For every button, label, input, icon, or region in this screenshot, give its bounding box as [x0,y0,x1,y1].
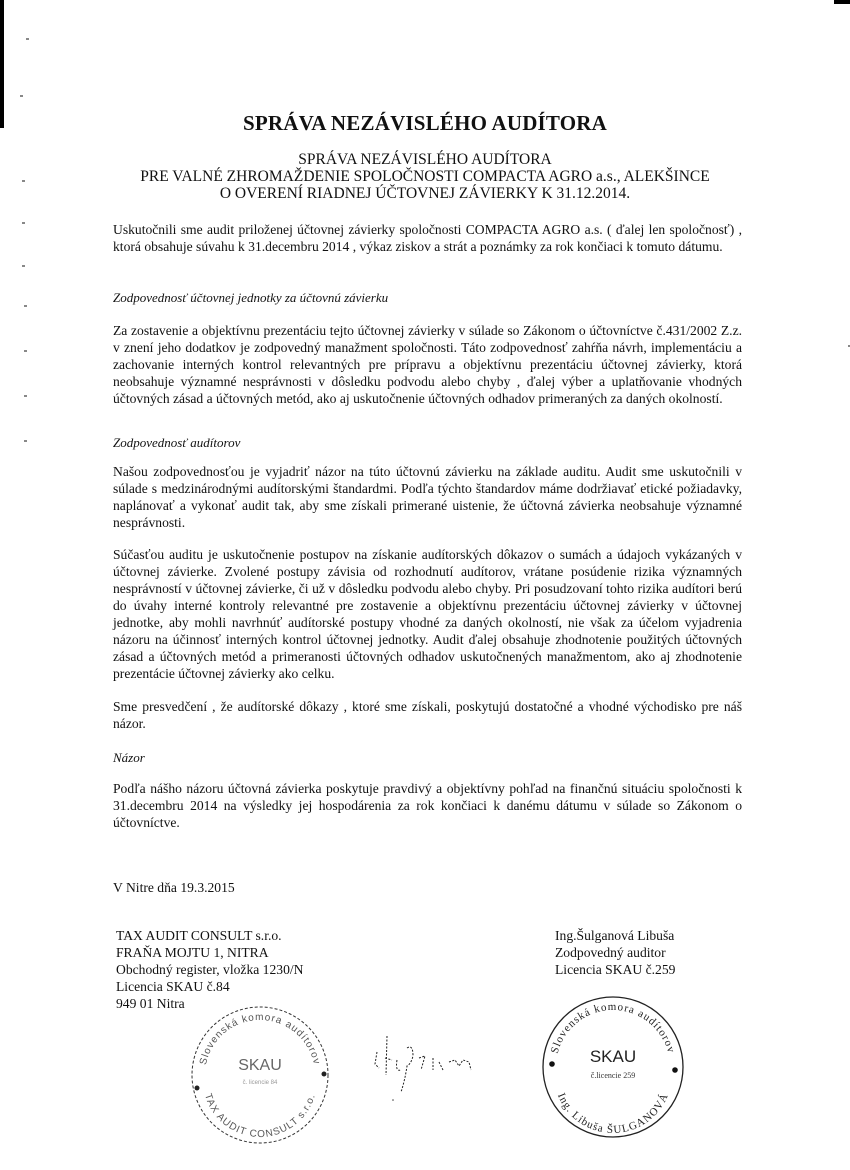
stamp-top-arc: Slovenská komora audítorov [197,1012,322,1066]
audit-evidence-paragraph: Sme presvedčení , že audítorské dôkazy , ktoré sme získali, poskytujú dostatočné a vhodné východisko pre náš názor. [113,699,742,731]
scan-speck [24,395,27,397]
auditor-role: Zodpovedný auditor [555,945,666,960]
intro-paragraph: Uskutočnili sme audit priloženej účtovnej závierky spoločnosti COMPACTA AGRO a.s. ( ďalej len spoločnosť) , ktorá obsahuje súvahu k 31.decembru 2014 , výkaz ziskov a strát a poznámky za rok končiaci k tomuto dátumu. [113,222,742,254]
firm-register: Obchodný register, vložka 1230/N [116,962,304,977]
place-and-date: V Nitre dňa 19.3.2015 [113,880,235,895]
subtitle-line: SPRÁVA NEZÁVISLÉHO AUDÍTORA [298,151,552,168]
scan-speck [24,305,27,307]
auditor-license: Licencia SKAU č.259 [555,962,676,977]
stamp-center-text: SKAU [589,1047,637,1066]
auditor-stamp-icon [538,992,688,1142]
section-heading-opinion: Názor [113,750,145,765]
audit-procedures-paragraph: Súčasťou auditu je uskutočnenie postupov na získanie audítorských dôkazov o sumách a údajoch vykázaných v účtovnej závierke. Zvolené postupy závisia od rozhodnutí audítorov, vrátane posúdenie rizika významných nesprávností v účtovnej závierke, či už v dôsledku podvodu alebo chyby. Pri posudzovaní tohto rizika audítori berú do úvahy interné kontroly relevantné pre zostavenie a objektívnu prezentáciu účtovnej závierky v účtovnej jednotke, aby mohli navrhnúť audítorské postupy vhodné za daných okolností, nie však za účelom vyjadrenia názoru na účinnosť interných kontrol účtovnej jednotky. Audit ďalej obsahuje zhodnotenie použitých účtovných zásad a účtovných metód a primeranosti účtovných odhadov uskutočnených manažmentom, ako aj zhodnotenie prezentácie účtovnej závierky ako celku. [113,547,742,681]
subtitle-line: PRE VALNÉ ZHROMAŽDENIE SPOLOČNOSTI COMPACTA AGRO a.s., ALEKŠINCE [140,168,710,185]
stamp-center-text: SKAU [238,1057,282,1074]
scan-speck [26,38,29,40]
firm-name: TAX AUDIT CONSULT s.r.o. [116,928,282,943]
firm-city: 949 01 Nitra [116,996,185,1011]
stamp-bottom-arc: TAX AUDIT CONSULT s.r.o. [201,1092,318,1141]
scan-edge-artifact [0,0,4,128]
document-title: SPRÁVA NEZÁVISLÉHO AUDÍTORA [242,111,608,135]
svg-text:TAX AUDIT CONSULT s.r.o. [202,1092,318,1140]
handwritten-signature-icon [365,1030,505,1105]
opinion-paragraph: Podľa nášho názoru účtovná závierka poskytuje pravdivý a objektívny pohľad na finančnú situáciu spoločnosti k 31.decembru 2014 na výsledky jej hospodárenia za rok končiaci k danému dátumu v súlade so Zákonom o účtovníctve. [113,781,742,830]
stamp-small-text: č. licencie 84 [242,1080,278,1086]
firm-license: Licencia SKAU č.84 [116,979,230,994]
document-subtitle [0,151,850,202]
scan-speck [22,222,25,224]
entity-responsibility-paragraph: Za zostavenie a objektívnu prezentáciu tejto účtovnej závierky v súlade so Zákonom o účtovníctve č.431/2002 Z.z. v znení jeho dodatkov je zodpovedný manažment spoločnosti. Táto zodpovednosť zahŕňa návrh, implementáciu a zachovanie interných kontrol relevantných pre prípravu a objektívnu prezentáciu účtovnej závierky, ktorá neobsahuje významné nesprávnosti v dôsledku podvodu alebo chyby , ďalej výber a uplatňovanie vhodných účtovných zásad a účtovných metód, ako aj uskutočnenie účtovných odhadov primeraných za daných okolností. [113,323,742,406]
scan-edge-artifact [834,0,850,4]
auditor-responsibility-paragraph: Našou zodpovednosťou je vyjadriť názor na túto účtovnú závierku na základe auditu. Audit sme uskutočnili v súlade s medzinárodnými audítorskými štandardmi. Podľa týchto štandardov máme dodržiavať etické požiadavky, naplánovať a vykonať audit tak, aby sme získali primerané uistenie, že účtovná závierka neobsahuje významné nesprávnosti. [113,464,742,530]
stamp-small-text: č.licencie 259 [590,1071,636,1080]
auditor-block [555,927,675,978]
firm-address: FRAŇA MOJTU 1, NITRA [116,945,269,960]
section-heading-auditor-responsibility: Zodpovednosť audítorov [113,435,241,450]
section-heading-entity-responsibility: Zodpovednosť účtovnej jednotky za účtovnú závierku [113,290,389,305]
firm-stamp-icon [185,1000,335,1150]
stamp-bottom-arc: Ing. Libuša ŠULGANOVÁ [555,1091,672,1137]
auditor-name: Ing.Šulganová Libuša [555,928,675,943]
svg-text:Ing. Libuša ŠULGANOVÁ [555,1091,671,1136]
scan-speck [24,440,27,442]
scan-speck [20,95,23,97]
stamp-top-arc: Slovenská komora audítorov [548,1000,678,1055]
scan-speck [24,350,27,352]
subtitle-line: O OVERENÍ RIADNEJ ÚČTOVNEJ ZÁVIERKY K 31.12.2014. [219,185,631,202]
scan-speck [22,265,25,267]
